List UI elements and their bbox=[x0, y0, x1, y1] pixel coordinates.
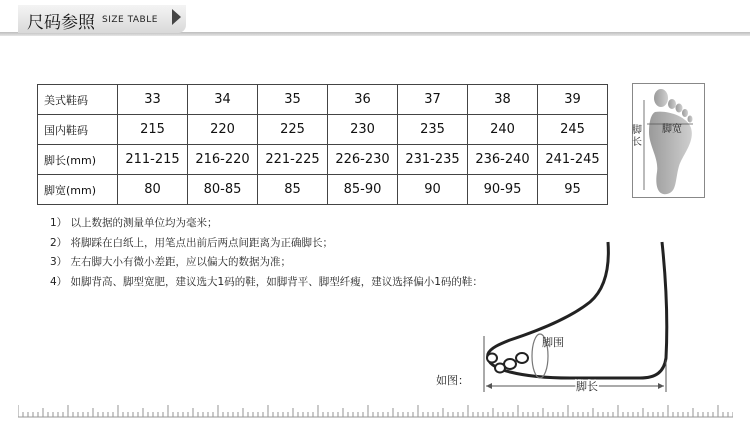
table-cell: 34 bbox=[188, 85, 258, 115]
row-label: 脚长(mm) bbox=[38, 145, 118, 175]
girth-label: 脚围 bbox=[542, 336, 564, 349]
footprint-icon bbox=[633, 84, 704, 197]
notes-list bbox=[50, 214, 483, 292]
table-cell: 85 bbox=[258, 175, 328, 205]
table-cell: 90 bbox=[398, 175, 468, 205]
table-cell: 85-90 bbox=[328, 175, 398, 205]
header-arrow-icon bbox=[172, 9, 181, 25]
table-cell: 236-240 bbox=[468, 145, 538, 175]
table-cell: 225 bbox=[258, 115, 328, 145]
table-cell: 221-225 bbox=[258, 145, 328, 175]
table-row bbox=[38, 115, 608, 145]
table-cell: 245 bbox=[538, 115, 608, 145]
foot-width-label: 脚宽 bbox=[662, 124, 682, 135]
note-item: 3） 左右脚大小有微小差距，应以偏大的数据为准； bbox=[50, 256, 292, 268]
section-header bbox=[0, 0, 750, 42]
table-cell: 95 bbox=[538, 175, 608, 205]
as-shown-label: 如图： bbox=[436, 374, 469, 387]
table-cell: 215 bbox=[118, 115, 188, 145]
table-cell: 220 bbox=[188, 115, 258, 145]
foot-measure-illustration bbox=[430, 240, 730, 400]
table-cell: 37 bbox=[398, 85, 468, 115]
table-cell: 36 bbox=[328, 85, 398, 115]
table-cell: 38 bbox=[468, 85, 538, 115]
table-cell: 230 bbox=[328, 115, 398, 145]
table-cell: 226-230 bbox=[328, 145, 398, 175]
table-cell: 39 bbox=[538, 85, 608, 115]
foot-diagram bbox=[632, 83, 705, 198]
table-cell: 80-85 bbox=[188, 175, 258, 205]
table-row bbox=[38, 85, 608, 115]
table-row bbox=[38, 145, 608, 175]
row-label: 美式鞋码 bbox=[38, 85, 118, 115]
table-cell: 231-235 bbox=[398, 145, 468, 175]
length-label: 脚长 bbox=[576, 380, 598, 393]
foot-outline bbox=[488, 242, 667, 378]
table-cell: 33 bbox=[118, 85, 188, 115]
page-title: 尺码参照 bbox=[27, 13, 95, 33]
ruler bbox=[18, 396, 733, 418]
table-cell: 35 bbox=[258, 85, 328, 115]
table-cell: 241-245 bbox=[538, 145, 608, 175]
size-table bbox=[37, 84, 608, 205]
table-cell: 211-215 bbox=[118, 145, 188, 175]
table-row bbox=[38, 175, 608, 205]
table-cell: 235 bbox=[398, 115, 468, 145]
table-cell: 90-95 bbox=[468, 175, 538, 205]
row-label: 国内鞋码 bbox=[38, 115, 118, 145]
table-cell: 240 bbox=[468, 115, 538, 145]
page-subtitle: SIZE TABLE bbox=[102, 15, 158, 25]
row-label: 脚宽(mm) bbox=[38, 175, 118, 205]
table-cell: 216-220 bbox=[188, 145, 258, 175]
note-item: 2） 将脚踩在白纸上，用笔点出前后两点间距离为正确脚长； bbox=[50, 236, 334, 249]
note-item: 4） 如脚背高、脚型宽肥，建议选大1码的鞋，如脚背平、脚型纤瘦，建议选择偏小1码的鞋： bbox=[50, 275, 483, 288]
foot-length-label: 脚长 bbox=[632, 125, 642, 148]
note-item: 1） 以上数据的测量单位均为毫米； bbox=[50, 217, 218, 229]
table-cell: 80 bbox=[118, 175, 188, 205]
